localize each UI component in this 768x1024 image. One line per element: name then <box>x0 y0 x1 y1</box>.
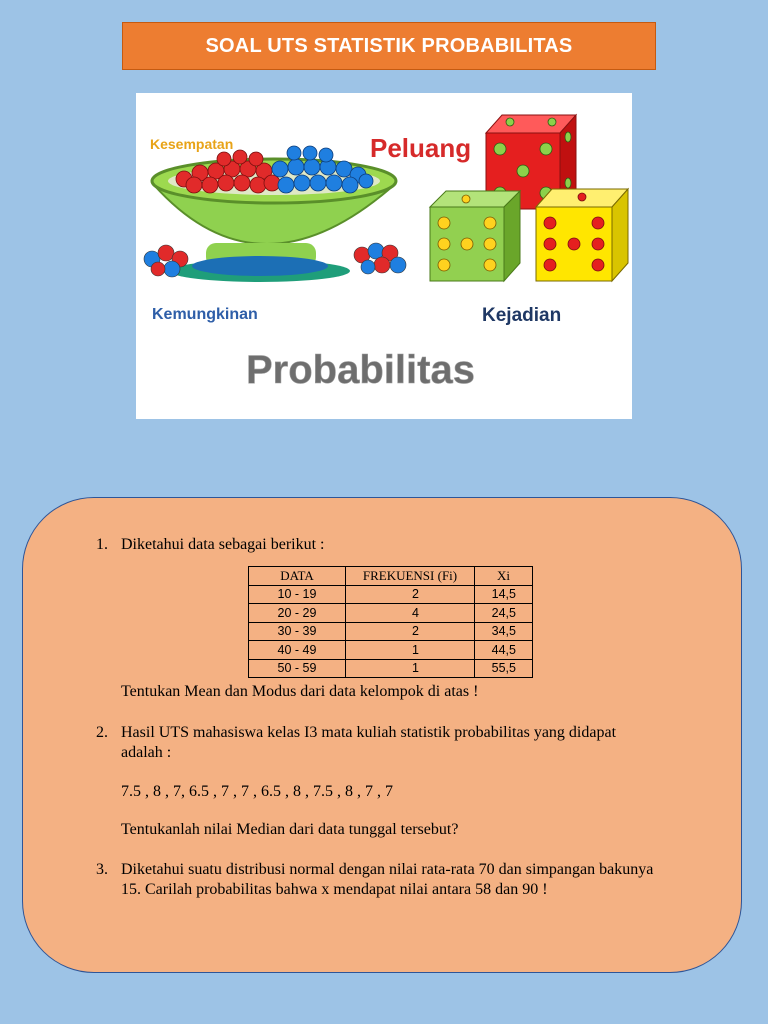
page-title: SOAL UTS STATISTIK PROBABILITAS <box>205 34 573 57</box>
table-row <box>249 659 533 678</box>
cell-xi: 55,5 <box>475 659 533 678</box>
cell-frekuensi: 4 <box>346 604 475 623</box>
question-1-number: 1. <box>96 536 108 553</box>
table-row <box>249 641 533 660</box>
question-2-task: Tentukanlah nilai Median dari data tunggal tersebut? <box>121 821 459 838</box>
cell-data: 20 - 29 <box>249 604 346 623</box>
label-kejadian: Kejadian <box>482 305 562 326</box>
column-header-frekuensi: FREKUENSI (Fi) <box>346 567 475 586</box>
label-probabilitas: Probabilitas <box>246 348 475 392</box>
cell-xi: 44,5 <box>475 641 533 660</box>
cell-data: 30 - 39 <box>249 622 346 641</box>
label-kemungkinan: Kemungkinan <box>152 306 258 323</box>
question-3-number: 3. <box>96 861 108 878</box>
table-row <box>249 585 533 604</box>
question-2-line-2: adalah : <box>121 744 172 761</box>
cell-frekuensi: 1 <box>346 641 475 660</box>
question-2-line-1: Hasil UTS mahasiswa kelas I3 mata kuliah statistik probabilitas yang didapat <box>121 724 617 741</box>
cell-frekuensi: 2 <box>346 585 475 604</box>
cell-frekuensi: 2 <box>346 622 475 641</box>
question-2-values: 7.5 , 8 , 7, 6.5 , 7 , 7 , 6.5 , 8 , 7.5 , 8 , 7 , 7 <box>121 783 393 800</box>
cell-data: 10 - 19 <box>249 585 346 604</box>
table-row <box>249 604 533 623</box>
label-peluang: Peluang <box>370 133 472 163</box>
cell-data: 50 - 59 <box>249 659 346 678</box>
question-3-line-2: 15. Carilah probabilitas bahwa x mendapat nilai antara 58 dan 90 ! <box>121 881 548 898</box>
frequency-table <box>248 566 533 678</box>
cell-xi: 34,5 <box>475 622 533 641</box>
column-header-xi: Xi <box>475 567 533 586</box>
cell-xi: 24,5 <box>475 604 533 623</box>
cell-data: 40 - 49 <box>249 641 346 660</box>
column-header-data: DATA <box>249 567 346 586</box>
table-row <box>249 622 533 641</box>
label-kesempatan: Kesempatan <box>150 136 234 152</box>
question-1-intro: Diketahui data sebagai berikut : <box>121 536 325 553</box>
probability-illustration <box>136 93 632 419</box>
question-2-number: 2. <box>96 724 108 741</box>
cell-frekuensi: 1 <box>346 659 475 678</box>
question-1-task: Tentukan Mean dan Modus dari data kelompok di atas ! <box>121 683 479 700</box>
bowl-of-balls-icon <box>144 146 406 282</box>
table-header-row <box>249 567 533 586</box>
title-banner <box>122 22 656 70</box>
question-3-line-1: Diketahui suatu distribusi normal dengan nilai rata-rata 70 dan simpangan bakunya <box>121 861 654 878</box>
cell-xi: 14,5 <box>475 585 533 604</box>
